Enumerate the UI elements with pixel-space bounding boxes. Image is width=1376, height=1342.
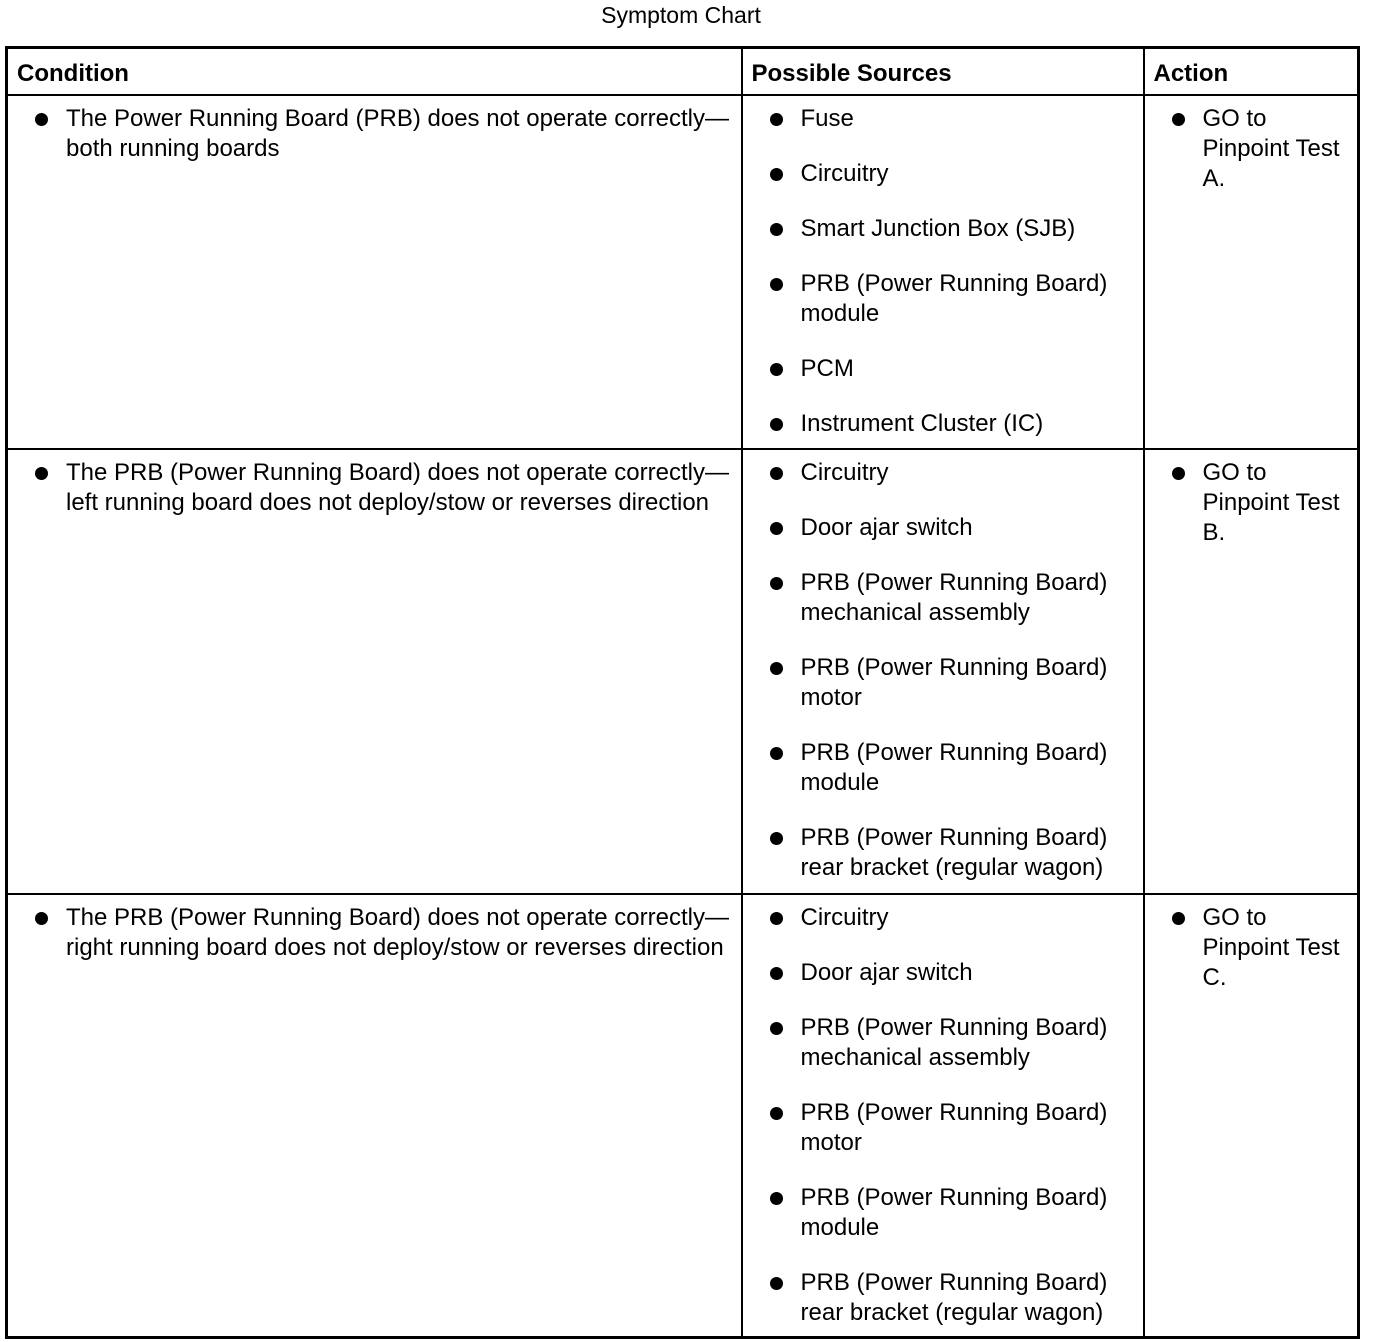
bullet-icon <box>770 168 783 181</box>
list-item <box>32 903 731 963</box>
bullet-icon <box>770 1107 783 1120</box>
sources-list <box>767 458 1137 883</box>
source-text: Circuitry <box>800 903 889 931</box>
bullet-icon <box>770 1277 783 1290</box>
sources-cell <box>742 95 1144 449</box>
bullet-icon <box>770 467 783 480</box>
list-item <box>767 458 1137 488</box>
table-row <box>7 95 1359 449</box>
action-text: GO to Pinpoint Test C. <box>1202 903 1340 991</box>
list-item <box>32 458 731 518</box>
list-item <box>1169 903 1354 993</box>
source-text: PRB (Power Running Board) mechanical assembly <box>800 1013 1108 1071</box>
sources-list <box>767 903 1137 1328</box>
action-text: GO to Pinpoint Test A. <box>1202 104 1340 192</box>
bullet-icon <box>1172 912 1185 925</box>
list-item <box>767 958 1137 988</box>
condition-text: The PRB (Power Running Board) does not operate correctly— right running board does not deploy/stow or reverses direction <box>66 903 729 961</box>
source-text: Smart Junction Box (SJB) <box>800 214 1076 242</box>
action-cell <box>1144 449 1359 894</box>
source-text: Circuitry <box>800 458 889 486</box>
source-text: PRB (Power Running Board) module <box>800 1183 1108 1241</box>
list-item <box>767 823 1137 883</box>
bullet-icon <box>770 662 783 675</box>
column-header-action: Action <box>1144 48 1359 95</box>
bullet-icon <box>770 577 783 590</box>
bullet-icon <box>35 912 48 925</box>
list-item <box>1169 458 1354 548</box>
source-text: Door ajar switch <box>800 513 973 541</box>
bullet-icon <box>35 113 48 126</box>
source-text: PRB (Power Running Board) mechanical assembly <box>800 568 1108 626</box>
list-item <box>767 568 1137 628</box>
condition-text: The Power Running Board (PRB) does not operate correctly— both running boards <box>66 104 729 162</box>
condition-cell <box>7 894 742 1338</box>
source-text: PCM <box>800 354 854 382</box>
source-text: Fuse <box>800 104 854 132</box>
source-text: PRB (Power Running Board) module <box>800 738 1108 796</box>
bullet-icon <box>770 967 783 980</box>
list-item <box>767 104 1137 134</box>
symptom-table <box>5 46 1360 1339</box>
action-cell <box>1144 894 1359 1338</box>
source-text: PRB (Power Running Board) motor <box>800 1098 1108 1156</box>
list-item <box>767 159 1137 189</box>
column-header-condition: Condition <box>7 48 742 95</box>
bullet-icon <box>770 363 783 376</box>
condition-cell <box>7 449 742 894</box>
sources-cell <box>742 449 1144 894</box>
action-text: GO to Pinpoint Test B. <box>1202 458 1340 546</box>
bullet-icon <box>1172 113 1185 126</box>
list-item <box>767 269 1137 329</box>
bullet-icon <box>770 747 783 760</box>
header-row <box>7 48 1359 95</box>
condition-list <box>32 458 731 518</box>
sources-list <box>767 104 1137 439</box>
list-item <box>32 104 731 164</box>
column-header-possible-sources: Possible Sources <box>742 48 1144 95</box>
source-text: Instrument Cluster (IC) <box>800 409 1044 437</box>
list-item <box>767 354 1137 384</box>
action-list <box>1169 104 1354 194</box>
bullet-icon <box>770 912 783 925</box>
list-item <box>767 1013 1137 1073</box>
list-item <box>767 1098 1137 1158</box>
list-item <box>1169 104 1354 194</box>
list-item <box>767 903 1137 933</box>
sources-cell <box>742 894 1144 1338</box>
list-item <box>767 409 1137 439</box>
table-row <box>7 894 1359 1338</box>
bullet-icon <box>1172 467 1185 480</box>
condition-cell <box>7 95 742 449</box>
bullet-icon <box>770 1192 783 1205</box>
bullet-icon <box>770 418 783 431</box>
source-text: PRB (Power Running Board) module <box>800 269 1108 327</box>
condition-list <box>32 903 731 963</box>
condition-text: The PRB (Power Running Board) does not operate correctly— left running board does not deploy/stow or reverses direction <box>66 458 729 516</box>
source-text: PRB (Power Running Board) rear bracket (regular wagon) <box>800 1268 1108 1326</box>
source-text: Door ajar switch <box>800 958 973 986</box>
source-text: Circuitry <box>800 159 889 187</box>
condition-list <box>32 104 731 164</box>
list-item <box>767 1183 1137 1243</box>
list-item <box>767 738 1137 798</box>
table-row <box>7 449 1359 894</box>
action-list <box>1169 458 1354 548</box>
list-item <box>767 653 1137 713</box>
source-text: PRB (Power Running Board) motor <box>800 653 1108 711</box>
list-item <box>767 214 1137 244</box>
page-title: Symptom Chart <box>601 2 761 28</box>
bullet-icon <box>770 113 783 126</box>
bullet-icon <box>770 832 783 845</box>
bullet-icon <box>770 223 783 236</box>
bullet-icon <box>770 278 783 291</box>
bullet-icon <box>770 1022 783 1035</box>
action-cell <box>1144 95 1359 449</box>
action-list <box>1169 903 1354 993</box>
source-text: PRB (Power Running Board) rear bracket (regular wagon) <box>800 823 1108 881</box>
bullet-icon <box>35 467 48 480</box>
list-item <box>767 513 1137 543</box>
list-item <box>767 1268 1137 1328</box>
bullet-icon <box>770 522 783 535</box>
